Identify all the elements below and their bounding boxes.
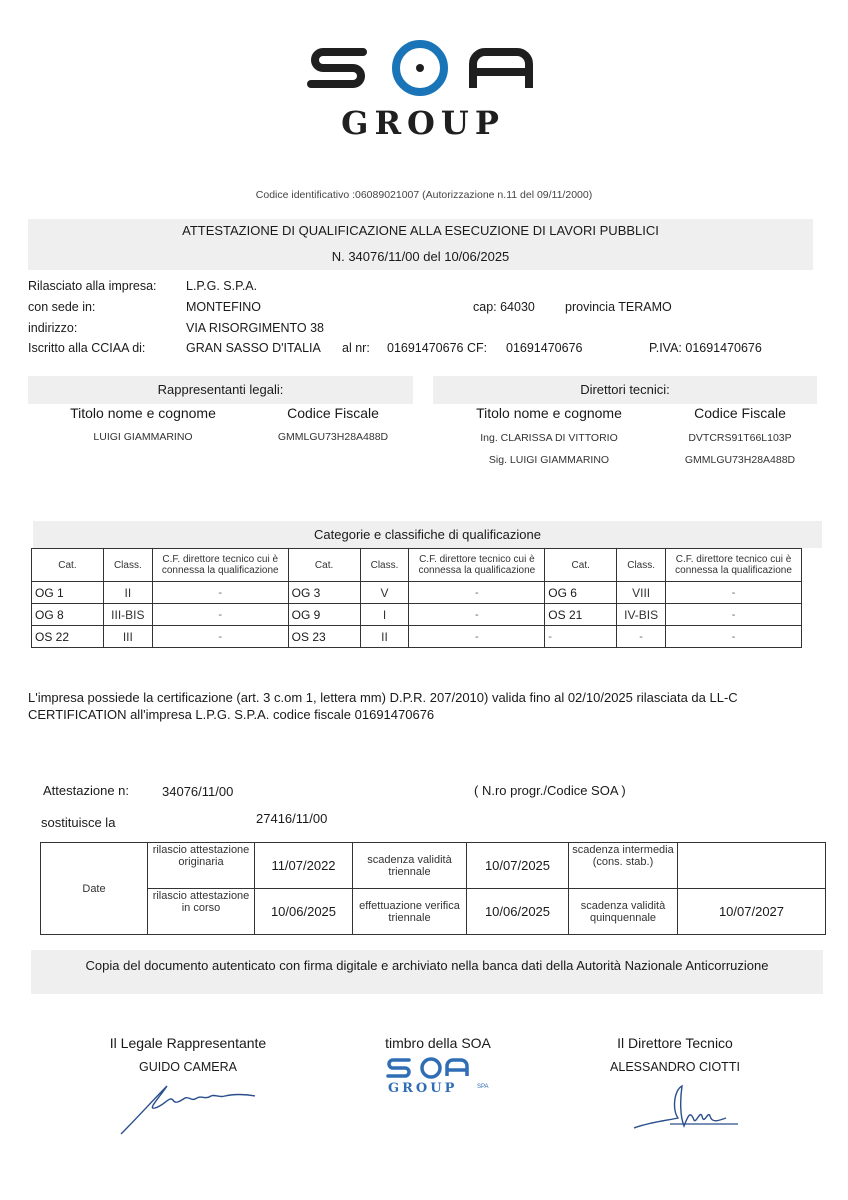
certificazione-text: L'impresa possiede la certificazione (art. 3 c.om 1, lettera mm) D.P.R. 207/2010) valida fino al 02/10/2025 rilasciata da LL-C CERTIFICATION all'impresa L.P.G. S.P.A. codice fiscale 01691470676 [28, 690, 738, 722]
direttore-name: Sig. LUIGI GIAMMARINO [488, 454, 610, 466]
cell-cf: - [666, 604, 802, 626]
cell-cat: OG 8 [32, 604, 104, 626]
sede-value: MONTEFINO [186, 300, 261, 314]
cell-class: - [617, 626, 666, 648]
scadenza-intermedia-label: scadenza intermedia (cons. stab.) [569, 843, 678, 889]
sostituisce-value: 27416/11/00 [256, 811, 328, 826]
header-cf: C.F. direttore tecnico cui è connessa la qualificazione [152, 549, 288, 582]
rilasciato-label: Rilasciato alla impresa: [28, 279, 157, 293]
rappresentanti-col-cf: Codice Fiscale [287, 405, 379, 421]
cell-cat: OS 23 [288, 626, 360, 648]
date-table [40, 842, 826, 935]
direttori-title: Direttori tecnici: [433, 376, 817, 404]
cf-value: 01691470676 [506, 341, 583, 355]
timbro-spa-text: SPA [477, 1084, 489, 1090]
header-class: Class. [103, 549, 152, 582]
direttore-signature [630, 1080, 745, 1135]
cell-cat: OG 9 [288, 604, 360, 626]
piva: P.IVA: 01691470676 [649, 341, 762, 355]
categorie-table [31, 548, 802, 648]
rilascio-corso-label: rilascio attestazione in corso [148, 889, 255, 935]
timbro-soa-stamp [385, 1055, 500, 1097]
cell-class: VIII [617, 582, 666, 604]
timbro-group-text: GROUP [388, 1081, 458, 1096]
document-title: ATTESTAZIONE DI QUALIFICAZIONE ALLA ESECUZIONE DI LAVORI PUBBLICI [182, 223, 659, 238]
table-row [32, 582, 802, 604]
cell-cat: OS 21 [545, 604, 617, 626]
provincia: provincia TERAMO [565, 300, 672, 314]
cell-class: V [360, 582, 409, 604]
cell-cf: - [152, 604, 288, 626]
rilascio-originaria-value: 11/07/2022 [255, 843, 353, 889]
cell-cf: - [409, 626, 545, 648]
direttore-cf: GMMLGU73H28A488D [684, 454, 796, 466]
timbro-title: timbro della SOA [385, 1035, 491, 1051]
attestazione-note: ( N.ro progr./Codice SOA ) [474, 783, 626, 798]
scadenza-quinquennale-value: 10/07/2027 [678, 889, 826, 935]
cell-class: II [103, 582, 152, 604]
date-label: Date [41, 843, 148, 935]
header-cat: Cat. [545, 549, 617, 582]
table-row [32, 604, 802, 626]
cell-cf: - [666, 626, 802, 648]
document-number: N. 34076/11/00 del 10/06/2025 [331, 249, 510, 264]
verifica-triennale-value: 10/06/2025 [467, 889, 569, 935]
legale-title: Il Legale Rappresentante [109, 1035, 267, 1051]
cell-cat: OG 3 [288, 582, 360, 604]
cell-class: II [360, 626, 409, 648]
header-class: Class. [617, 549, 666, 582]
legale-signature [115, 1078, 260, 1140]
sostituisce-label: sostituisce la [41, 815, 116, 830]
cap: cap: 64030 [473, 300, 535, 314]
cell-class: III [103, 626, 152, 648]
copia-band: Copia del documento autenticato con firma digitale e archiviato nella banca dati della Autorità Nazionale Anticorruzione [31, 950, 823, 994]
header-cat: Cat. [288, 549, 360, 582]
logo-group-text: GROUP [341, 104, 505, 142]
cell-cf: - [666, 582, 802, 604]
rilasciato-value: L.P.G. S.P.A. [186, 279, 258, 293]
indirizzo-value: VIA RISORGIMENTO 38 [186, 321, 325, 335]
header-cat: Cat. [32, 549, 104, 582]
table-row [32, 626, 802, 648]
scadenza-quinquennale-label: scadenza validità quinquennale [569, 889, 678, 935]
direttore-title: Il Direttore Tecnico [617, 1035, 733, 1051]
categorie-header-row [32, 549, 802, 582]
rappresentante-cf: GMMLGU73H28A488D [277, 431, 389, 443]
verifica-triennale-label: effettuazione verifica triennale [353, 889, 467, 935]
cell-class: I [360, 604, 409, 626]
header-cf: C.F. direttore tecnico cui è connessa la qualificazione [409, 549, 545, 582]
soa-group-logo [305, 38, 545, 143]
cell-class: III-BIS [103, 604, 152, 626]
direttore-cf: DVTCRS91T66L103P [688, 432, 792, 444]
cell-class: IV-BIS [617, 604, 666, 626]
scadenza-triennale-value: 10/07/2025 [467, 843, 569, 889]
cell-cf: - [409, 604, 545, 626]
cell-cf: - [409, 582, 545, 604]
direttore-signatory-name: ALESSANDRO CIOTTI [610, 1060, 740, 1074]
cciaa-value: GRAN SASSO D'ITALIA [186, 341, 321, 355]
cell-cat: - [545, 626, 617, 648]
nr-value: 01691470676 CF: [387, 341, 488, 355]
legale-name: GUIDO CAMERA [139, 1060, 237, 1074]
scadenza-triennale-label: scadenza validità triennale [353, 843, 467, 889]
scadenza-intermedia-value [678, 843, 826, 889]
direttore-name: Ing. CLARISSA DI VITTORIO [480, 432, 618, 444]
categorie-title: Categorie e classifiche di qualificazione [33, 521, 822, 548]
rappresentanti-title: Rappresentanti legali: [28, 376, 413, 404]
attestazione-value: 34076/11/00 [162, 784, 234, 799]
rilascio-originaria-label: rilascio attestazione originaria [148, 843, 255, 889]
rilascio-corso-value: 10/06/2025 [255, 889, 353, 935]
indirizzo-label: indirizzo: [28, 321, 78, 335]
rappresentante-name: LUIGI GIAMMARINO [93, 431, 193, 443]
header-cf: C.F. direttore tecnico cui è connessa la qualificazione [666, 549, 802, 582]
cell-cf: - [152, 626, 288, 648]
header-class: Class. [360, 549, 409, 582]
cell-cat: OG 6 [545, 582, 617, 604]
attestazione-label: Attestazione n: [43, 783, 129, 798]
cciaa-label: Iscritto alla CCIAA di: [28, 341, 146, 355]
rappresentanti-col-name: Titolo nome e cognome [70, 405, 216, 421]
direttori-col-cf: Codice Fiscale [694, 405, 786, 421]
cell-cf: - [152, 582, 288, 604]
cell-cat: OS 22 [32, 626, 104, 648]
direttori-col-name: Titolo nome e cognome [476, 405, 622, 421]
al-nr-label: al nr: [342, 341, 370, 355]
sede-label: con sede in: [28, 300, 96, 314]
cell-cat: OG 1 [32, 582, 104, 604]
codice-identificativo: Codice identificativo :06089021007 (Autorizzazione n.11 del 09/11/2000) [255, 189, 593, 201]
